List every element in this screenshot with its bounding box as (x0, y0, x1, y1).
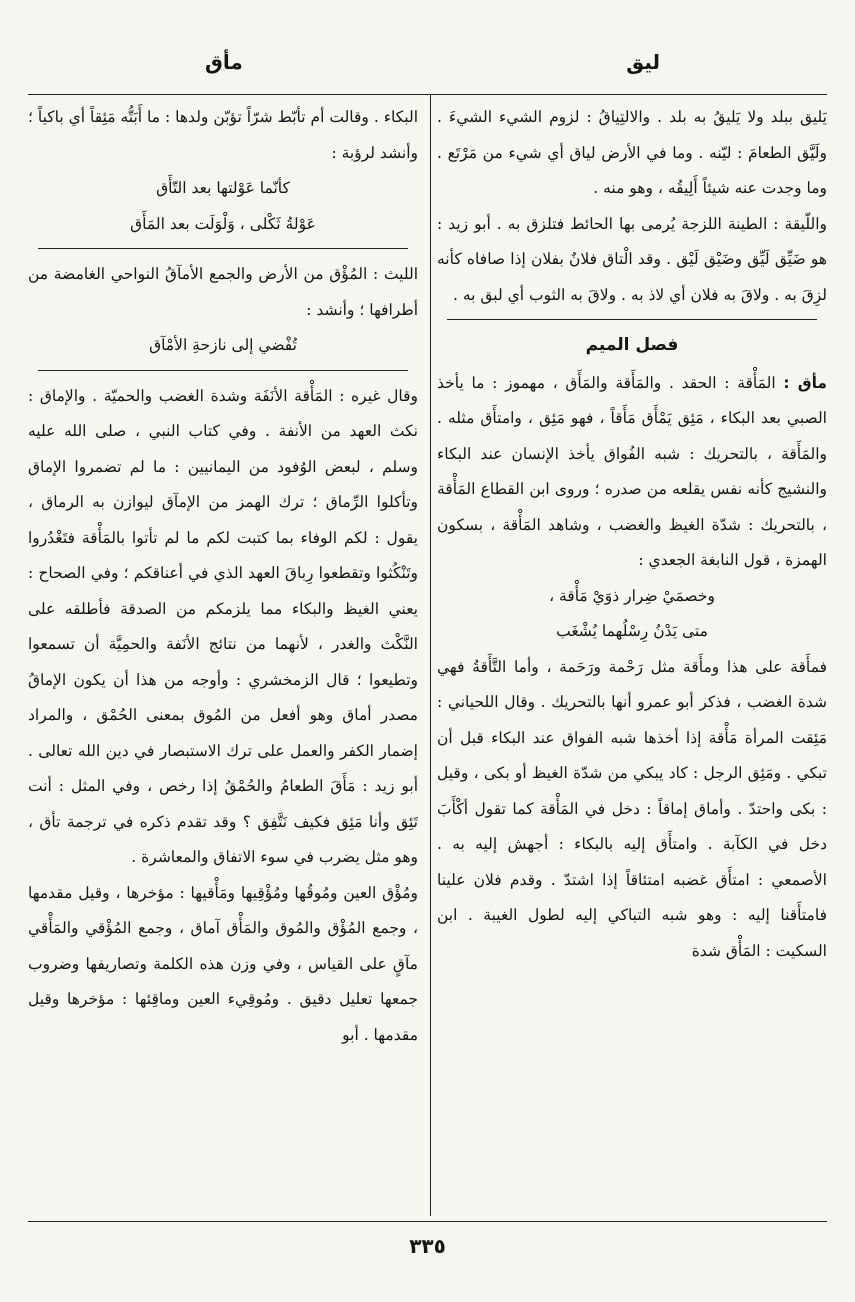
entry-definition: المَأْقة : الحقد . والمَأَقة والمَأَق ، مهموز : ما يأخذ الصبي بعد البكاء ، مَئِق يَمْأَق مَأَقاً ، فهو مَئِق ، وامتأَق مثله . والمَأَقة ، بالتحريك : شبه الفُواق يأخذ الإنسان عند البكاء والنشيج كأنه نفس يقلعه من صدره ؛ وروى ابن القطاع المَأْقة ، بالتحريك : شدّة الغيظ والغضب ، وشاهد المَأْقة ، بسكون الهمزة ، قول النابغة الجعدي : (437, 373, 827, 569)
verse-1-line-2: متى يَدْنُ رِسْلُهما يُشْغَب (556, 622, 708, 640)
header-right-title: ليق (626, 50, 660, 74)
right-paragraph-1: يَليق ببلد ولا يَليقُ به بلد . والالتِياقُ : لزوم الشيء الشيءَ . ولَيَّق الطعامَ : ليّنه . وما في الأرض لياق أي شيء من مَرْتَع . وما وجدت عنه شيئاً أَلِيقُه ، وهو منه . (437, 108, 827, 197)
verse-3-line-1: تُفْضي إلى نازحةِ الأمْآق (149, 336, 297, 354)
verse-1-line-1: وخصمَيْ ضِرار ذوَيْ مَأْقة ، (549, 586, 715, 605)
right-paragraph-2: واللّيقة : الطينة اللزجة يُرمى بها الحائط فتلزق به . أبو زيد : هو ضَيِّق لَيِّق وضَيْق لَيْق . وقد الْتاق فلانٌ بفلان إذا صافاه كأنه لزِقَ به . ولاقَ به فلان أي لاذ به . ولاقَ به الثوب أي لبق به . (437, 214, 827, 304)
verse-1 (437, 579, 827, 650)
running-header (0, 50, 855, 82)
right-column (437, 100, 827, 1212)
left-paragraph-3: وقال غيره : المَأْقة الأنَفَة وشدة الغضب والحميّة . والإماق : نكث العهد من الأنفة . وفي كتاب النبي ، صلى الله عليه وسلم ، لبعض الوُفود من اليمانيين : ما لم تضمروا الإماق وتأكلوا الرِّماق ؛ ترك الهمز من الإمآق ليوازن به الرماق ، يقول : لكم الوفاء بما كتبت لكم ما لم تأتوا بالمَأْقة فتَغْدُروا وتَنْكُثوا وتقطعوا رِباقَ العهد الذي في أعناقكم ؛ وفي الصحاح : يعني الغيظ والبكاء مما يلزمكم من الصدقة فأطلقه على النَّكْث والغدر ، لأنهما من نتائج الأنَفة والحمِيَّة أن تسمعوا وتطيعوا ؛ قال الزمخشري : وأوجه من هذا أن يكون الإماقُ مصدر أماق وهو أفعل من المُوق بمعنى الحُمْق ، والمراد إضمار الكفر والعمل على ترك الاستبصار في دين الله تعالى . أبو زيد : مَأَقَ الطعامُ والحُمْقُ إذا رخص ، وفي المثل : أنت تَئِق وأنا مَئِق فكيف نَتَّفِق ؟ وقد تقدم ذكره في ترجمة تأق ، وهو مثل يضرب في سوء الاتفاق والمعاشرة . (28, 386, 418, 866)
left-paragraph-4: ومُؤْق العين ومُوقُها ومُؤْقِيها ومَأْقيها : مؤخرها ، وقيل مقدمها ، وجمع المُؤْق والمُوق والمَأْق آماق ، وجمع المُؤْقي والمَأْقي مآقٍ على القياس ، وفي وزن هذه الكلمة وتصاريفها وضروب جمعها تعليل دقيق . ومُوقِيء العين وماقِئها : مؤخرها وقيل مقدمها . أبو (28, 883, 418, 1044)
verse-2-line-1: كأنّما عَوْلتها بعد التّأَق (156, 179, 290, 197)
header-left-title: مأق (205, 50, 243, 74)
left-paragraph-1: البكاء . وقالت أم تأبّط شرّاً تؤبّن ولدها : ما أَبَتُّه مَئِقاً أي باكياً ؛ وأنشد لرؤبة : (28, 108, 418, 162)
entry-headword: مأق : (783, 373, 827, 392)
page-number: ٣٣٥ (409, 1234, 446, 1258)
footer-rule (28, 1221, 827, 1222)
right-paragraph-3 (437, 366, 827, 579)
section-heading: فصل الميم (585, 335, 679, 355)
left-rule-2 (38, 370, 408, 371)
header-rule (28, 94, 827, 95)
verse-3 (28, 328, 418, 364)
right-paragraph-4: فمأَقة على هذا ومأَقة مثل رَحْمة ورَحَمة ، وأما التَّأَقةُ فهي شدة الغضب ، فذكر أبو عمرو أنها بالتحريك . وقال اللحياني : مَئِقت المرأة مَأْقة إذا أخذها شبه الفواق عند البكاء قبل أن تبكي . ومَئِق الرجل : كاد يبكي من شدّة الغيظ أو بكى ، وقيل : بكى واحتدّ . وأماق إماقاً : دخل في المَأْقة كما تقول أكْأَبَ دخل في الكآبة . وامتأَق إليه بالبكاء : أجهش إليه به . الأصمعي : امتأَق غضبه امتئاقاً إذا اشتدّ . وقدم فلان علينا فامتأَقنا إليه : وهو شبه التباكي إليه لطول الغيبة . ابن السكيت : المَأْق شدة (437, 657, 827, 960)
column-divider (430, 95, 431, 1216)
verse-2-line-2: عَوْلةُ ثَكْلى ، وَلْوَلَت بعد المَأَق (130, 214, 316, 233)
verse-2 (28, 171, 418, 242)
left-column (28, 100, 418, 1212)
left-paragraph-2: الليث : المُؤْق من الأرض والجمع الأمآقُ النواحي الغامضة من أطرافها ؛ وأنشد : (28, 265, 418, 319)
section-rule (447, 319, 817, 320)
left-rule-1 (38, 248, 408, 249)
